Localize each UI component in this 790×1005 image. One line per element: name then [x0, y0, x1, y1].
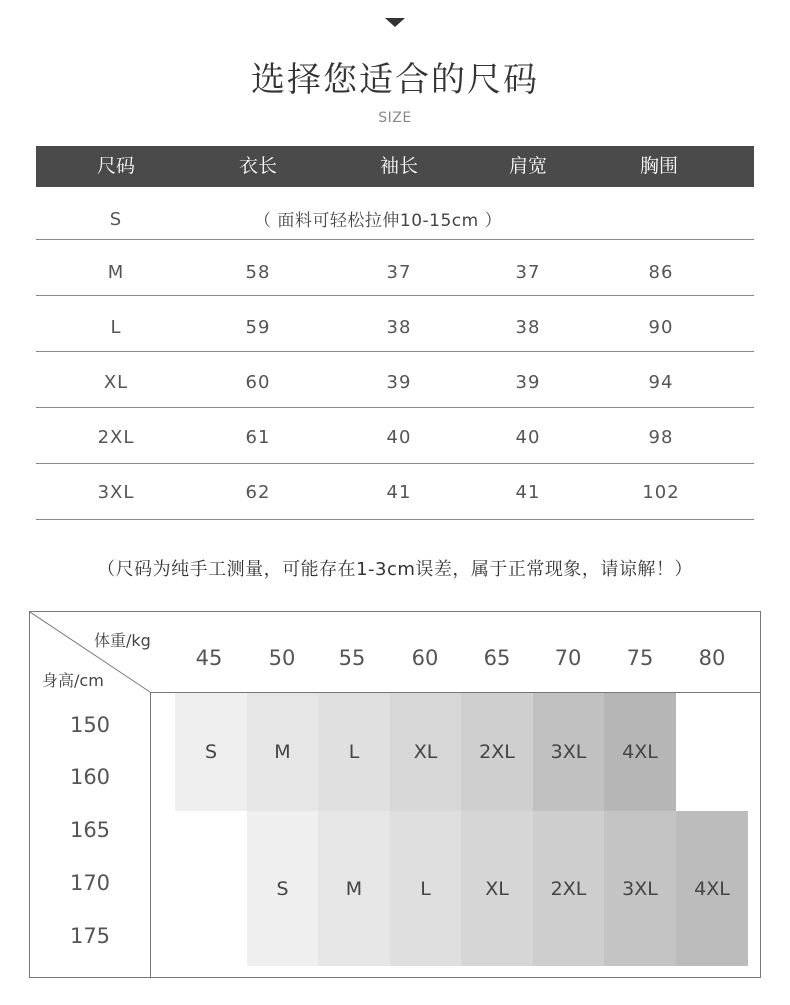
weight-header: 75	[626, 646, 654, 670]
cell-chest: 86	[648, 262, 674, 283]
size-table-header	[36, 146, 754, 187]
cell-shoulder: 40	[515, 427, 541, 448]
size-cell: L	[390, 811, 461, 966]
size-cell: 3XL	[604, 811, 676, 966]
cell-length: 58	[245, 262, 271, 283]
height-header: 170	[69, 871, 111, 895]
table-row	[36, 352, 754, 408]
cell-size: L	[110, 317, 122, 338]
cell-length: 59	[245, 317, 271, 338]
table-row	[36, 464, 754, 520]
measurement-disclaimer: （尺码为纯手工测量，可能存在1-3cm误差，属于正常现象，请谅解！）	[97, 559, 693, 580]
cell-length: 62	[245, 482, 271, 503]
down-arrow-icon	[385, 18, 405, 27]
cell-sleeve: 40	[386, 427, 412, 448]
weight-header: 50	[268, 646, 296, 670]
cell-chest: 98	[648, 427, 674, 448]
stretch-note: （ 面料可轻松拉伸10-15cm ）	[254, 211, 503, 231]
col-chest: 胸围	[639, 155, 678, 177]
weight-header: 80	[698, 646, 726, 670]
weight-axis-label: 体重/kg	[94, 631, 151, 650]
size-cell: 3XL	[533, 693, 604, 811]
col-size: 尺码	[96, 155, 135, 177]
cell-sleeve: 41	[386, 482, 412, 503]
size-cell: 4XL	[604, 693, 676, 811]
cell-size: M	[107, 262, 125, 283]
size-cell: M	[247, 693, 318, 811]
height-header: 150	[69, 713, 111, 737]
cell-shoulder: 41	[515, 482, 541, 503]
cell-size: S	[109, 209, 123, 230]
size-cell: L	[318, 693, 390, 811]
cell-chest: 102	[642, 482, 680, 503]
weight-header: 45	[195, 646, 223, 670]
height-header: 160	[69, 765, 111, 789]
height-axis-label: 身高/cm	[42, 671, 104, 690]
table-row	[36, 187, 754, 240]
cell-size: 2XL	[97, 427, 135, 448]
size-table	[36, 146, 754, 503]
cell-size: 3XL	[97, 482, 135, 503]
col-shoulder: 肩宽	[508, 155, 547, 177]
size-cell: S	[175, 693, 247, 811]
table-row	[36, 240, 754, 296]
cell-shoulder: 39	[515, 372, 541, 393]
size-recommendation-grid	[29, 611, 761, 978]
size-cell: 2XL	[461, 693, 533, 811]
size-cell: XL	[461, 811, 533, 966]
cell-sleeve: 38	[386, 317, 412, 338]
cell-length: 61	[245, 427, 271, 448]
height-header: 165	[69, 818, 111, 842]
table-row	[36, 408, 754, 464]
cell-shoulder: 38	[515, 317, 541, 338]
cell-sleeve: 39	[386, 372, 412, 393]
weight-header: 70	[554, 646, 582, 670]
size-cell: S	[247, 811, 318, 966]
cell-chest: 90	[648, 317, 674, 338]
height-header: 175	[69, 924, 111, 948]
cell-length: 60	[245, 372, 271, 393]
col-sleeve: 袖长	[379, 155, 418, 177]
cell-chest: 94	[648, 372, 674, 393]
page-title: 选择您适合的尺码	[251, 60, 539, 100]
size-cell: 2XL	[533, 811, 604, 966]
grid-divider-vertical	[150, 692, 151, 978]
size-cell: XL	[390, 693, 461, 811]
weight-header: 60	[411, 646, 439, 670]
cell-sleeve: 37	[386, 262, 412, 283]
size-cell: 4XL	[676, 811, 748, 966]
weight-header: 55	[338, 646, 366, 670]
cell-shoulder: 37	[515, 262, 541, 283]
weight-header: 65	[483, 646, 511, 670]
table-row	[36, 296, 754, 352]
col-length: 衣长	[238, 155, 277, 177]
size-cell: M	[318, 811, 390, 966]
cell-size: XL	[103, 372, 129, 393]
page-subtitle: SIZE	[378, 110, 412, 126]
